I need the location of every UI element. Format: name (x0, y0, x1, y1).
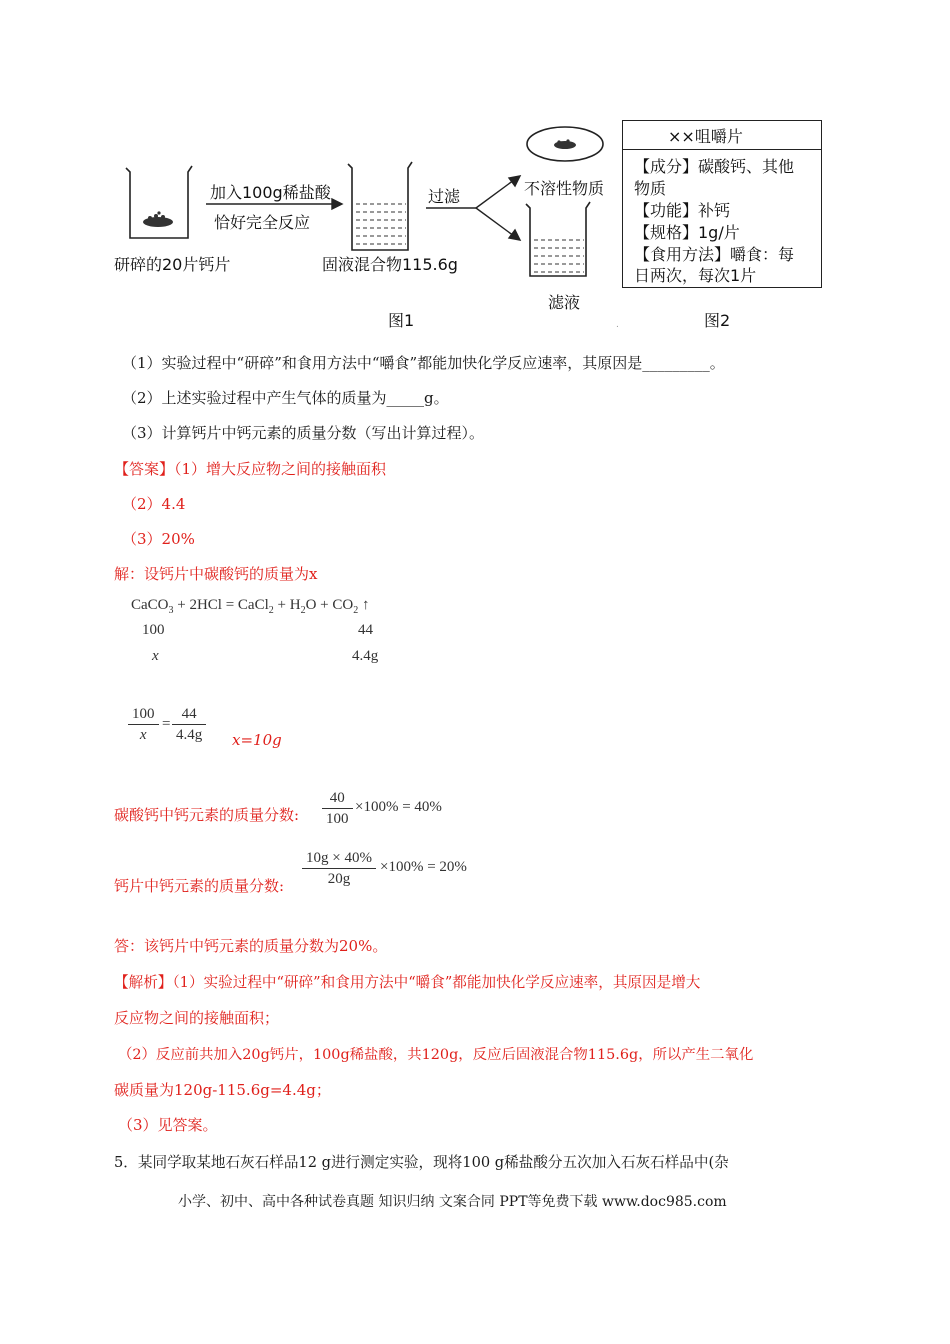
label-solid-liquid-mixture: 固液混合物115.6g (322, 255, 458, 274)
question-2: （2）上述实验过程中产生气体的质量为_____g。 (122, 389, 449, 407)
answer-1: 【答案】（1）增大反应物之间的接触面积 (114, 460, 387, 478)
ca-in-caco3-label: 碳酸钙中钙元素的质量分数: (114, 806, 300, 824)
ca-in-caco3-result: ×100% = 40% (355, 799, 442, 815)
equation-co2-mass: 4.4g (352, 648, 379, 664)
beaker-filtrate (526, 202, 590, 276)
equation-unknown-x: x (152, 648, 159, 664)
ca-in-tablet-fraction: 10g × 40% 20g (302, 848, 376, 889)
usage-line-cont: 日两次，每次1片 (634, 266, 757, 285)
label-filter: 过滤 (428, 187, 461, 206)
figure-1-diagram (110, 100, 620, 335)
beaker-mixture (348, 162, 412, 250)
equation-coefficient-caco3: 100 (142, 622, 165, 638)
label-filtrate: 滤液 (548, 293, 581, 312)
answer-conclusion: 答：该钙片中钙元素的质量分数为20%。 (114, 937, 388, 955)
label-crushed-tablets: 研碎的20片钙片 (114, 255, 231, 274)
product-title: ××咀嚼片 (668, 127, 743, 146)
spec-line: 【规格】1g/片 (634, 223, 740, 242)
equals-sign: = (162, 716, 171, 732)
solution-setup: 解：设钙片中碳酸钙的质量为x (114, 565, 318, 583)
label-add-acid: 加入100g稀盐酸 (210, 183, 331, 202)
analysis-3: （3）见答案。 (118, 1116, 218, 1134)
page-footer: 小学、初中、高中各种试卷真题 知识归纳 文案合同 PPT等免费下载 www.doc985.com (178, 1194, 727, 1210)
figure-1-caption: 图1 (388, 311, 415, 330)
question-3: （3）计算钙片中钙元素的质量分数（写出计算过程）。 (122, 424, 485, 442)
mixture-liquid (356, 204, 406, 244)
label-complete-reaction: 恰好完全反应 (214, 213, 311, 232)
question-5-start: 5．某同学取某地石灰石样品12 g进行测定实验，现将100 g稀盐酸分五次加入石灰石样品中(杂 (114, 1154, 729, 1171)
ca-in-caco3-fraction: 40 100 (322, 788, 353, 829)
figure-2-caption: 图2 (704, 311, 731, 330)
equation-coefficient-co2: 44 (358, 622, 373, 638)
ca-in-tablet-label: 钙片中钙元素的质量分数: (114, 877, 285, 895)
insoluble-filter-paper (527, 127, 603, 161)
ingredient-line-cont: 物质 (634, 179, 667, 198)
beaker-tablets (126, 166, 192, 238)
answer-2: （2）4.4 (122, 495, 186, 513)
answer-3: （3）20% (122, 530, 195, 548)
usage-line: 【食用方法】嚼食：每 (634, 245, 795, 264)
crushed-tablets-pile (143, 211, 173, 227)
analysis-2-line-1: （2）反应前共加入20g钙片，100g稀盐酸，共120g，反应后固液混合物115.6g，所以产生二氧化 (118, 1047, 754, 1063)
analysis-1-line-2: 反应物之间的接触面积； (114, 1009, 280, 1027)
question-1: （1）实验过程中“研碎”和食用方法中“嚼食”都能加快化学反应速率，其原因是_________。 (122, 354, 725, 372)
x-result: x=10g (232, 731, 282, 749)
paragraph-mark: . (616, 320, 619, 330)
proportion-left: 100 x (128, 704, 159, 745)
proportion-right: 44 4.4g (172, 704, 206, 745)
function-line: 【功能】补钙 (634, 201, 731, 220)
analysis-1-line-1: 【解析】（1）实验过程中“研碎”和食用方法中“嚼食”都能加快化学反应速率，其原因是增大 (114, 974, 701, 991)
ca-in-tablet-result: ×100% = 20% (380, 859, 467, 875)
label-insoluble: 不溶性物质 (524, 179, 605, 198)
analysis-2-line-2: 碳质量为120g-115.6g=4.4g； (114, 1081, 331, 1099)
ingredient-line: 【成分】碳酸钙、其他 (634, 157, 795, 176)
filtrate-liquid (534, 240, 584, 272)
chemical-equation: CaCO$_3$ + 2HCl = CaCl$_2$ + $H_2O + CO_2$ ↑ (131, 597, 370, 616)
